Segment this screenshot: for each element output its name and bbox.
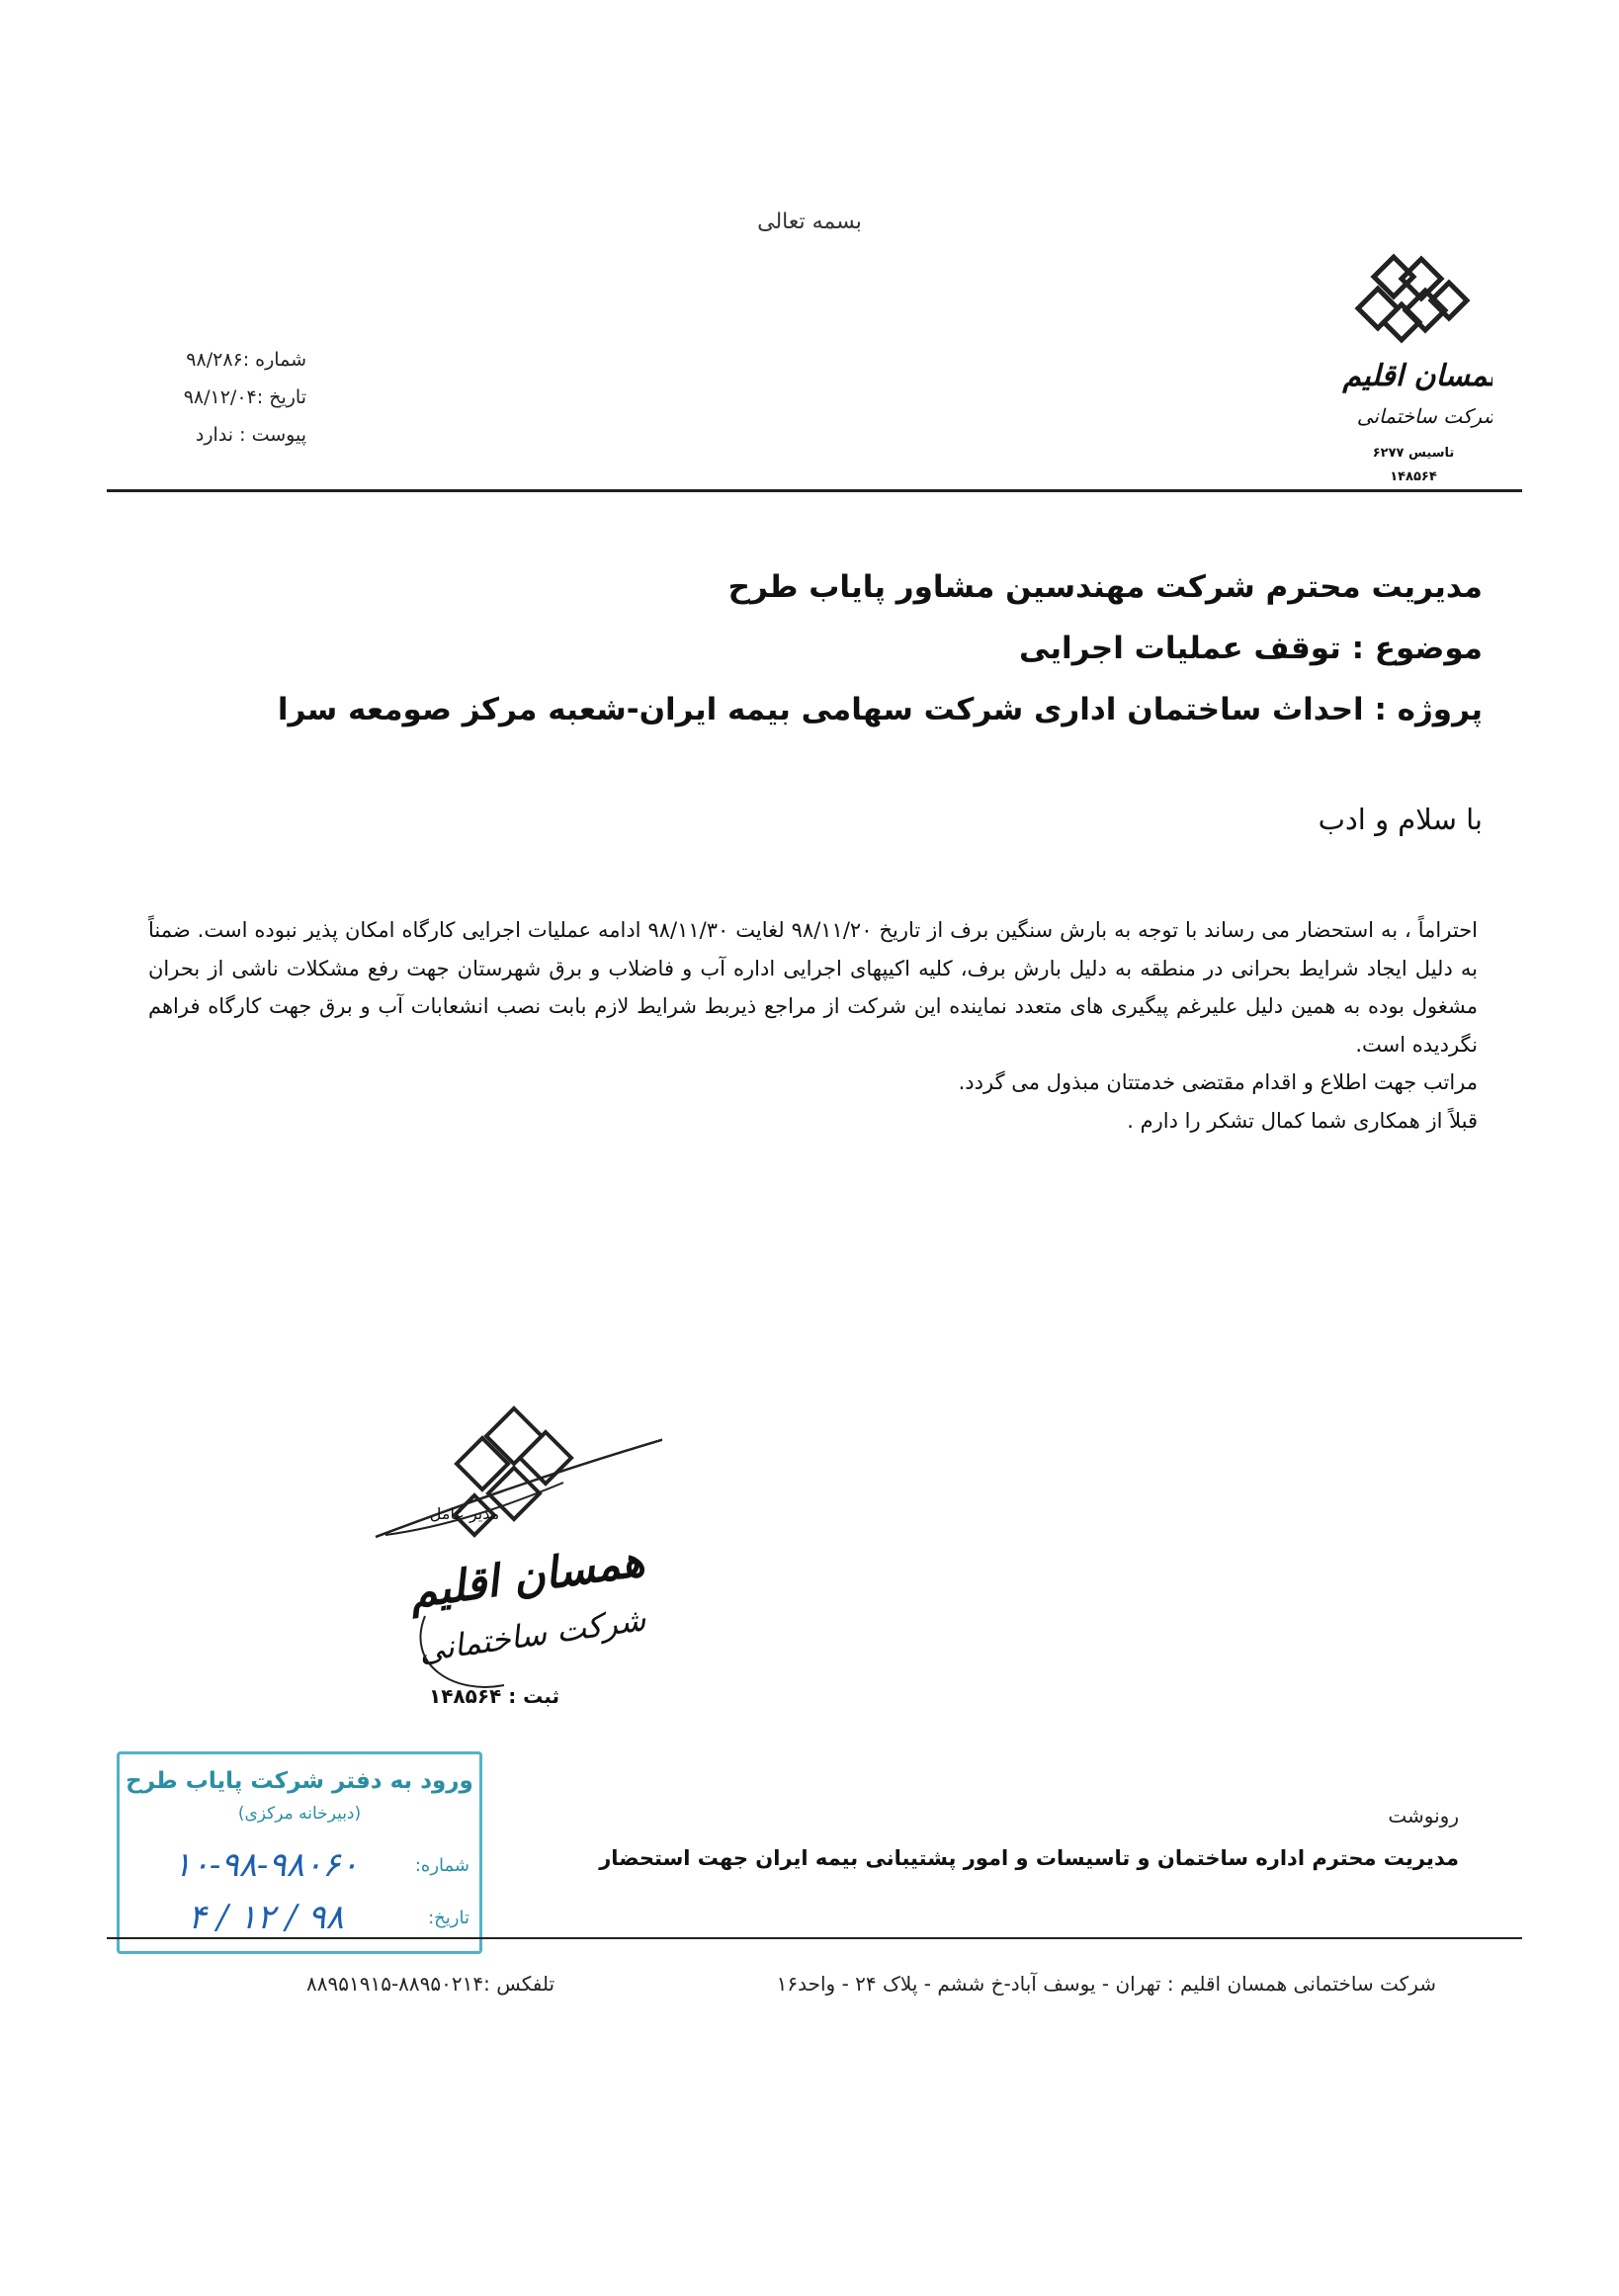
company-logo (1334, 247, 1492, 492)
logo-name: همسان اقلیم (1342, 359, 1492, 393)
stamp-subtitle: (دبیرخانه مرکزی) (237, 1804, 362, 1824)
logo-founded: تاسیس ۶۲۷۷ (1372, 446, 1455, 461)
body-paragraph: قبلاً از همکاری شما کمال تشکر را دارم . (1127, 1108, 1478, 1133)
letter-subject: موضوع : توقف عملیات اجرایی (1019, 631, 1483, 666)
body-paragraph: احتراماً ، به استحضار می رساند با توجه به بارش سنگین برف از تاریخ ۹۸/۱۱/۲۰ لغایت ۹۸/۱۱/۳۰ ادامه عملیات اجرایی کارگاه امکان پذیر نبوده است. ضمناً به دلیل ایجاد شرایط بحرانی در منطقه به دلیل بارش برف، کلیه اکیپهای اجرایی اداره آب و فاضلاب و برق شهرستان جهت رفع مشکلات ناشی از بحران مشغول بوده به همین دلیل علیرغم پیگیری های متعدد نماینده این شرکت از مراجع ذیربط شرایط لازم بابت نصب انشعابات آب و برق جهت کارگاه فراهم نگردیده است. (148, 918, 1479, 1057)
seal-subtitle: شرکت ساختمانی (416, 1600, 648, 1670)
letter-number: شماره :۹۸/۲۸۶ (186, 349, 306, 371)
letter-header-title: بسمه تعالی (757, 210, 862, 234)
stamp-number-row (131, 1845, 469, 1885)
stamp-date-label: تاریخ: (428, 1907, 469, 1928)
cc-label: رونوشت (1388, 1804, 1459, 1828)
letter-greeting: با سلام و ادب (1318, 803, 1483, 836)
cc-recipient: مدیریت محترم اداره ساختمان و تاسیسات و امور پشتیبانی بیمه ایران جهت استحضار (599, 1846, 1459, 1870)
stamp-number-value: ۱۰-۹۸-۹۸۰۶۰ (173, 1845, 359, 1885)
stamp-title: ورود به دفتر شرکت پایاب طرح (126, 1768, 473, 1794)
letter-recipient: مدیریت محترم شرکت مهندسین مشاور پایاب طرح (727, 569, 1483, 605)
letter-meta-block (148, 341, 306, 454)
stamp-date-row (131, 1898, 469, 1937)
seal-graphic (366, 1389, 662, 1720)
stamp-date-value: ۹۸ / ۱۲ / ۴ (188, 1898, 344, 1937)
footer-phone: تلفکس :۸۸۹۵۰۲۱۴-۸۸۹۵۱۹۱۵ (306, 1972, 555, 1996)
receipt-stamp (117, 1751, 482, 1954)
seal-registration: ثبت : ۱۴۸۵۶۴ (428, 1684, 560, 1708)
stamp-number-label: شماره: (414, 1854, 469, 1876)
body-paragraph: مراتب جهت اطلاع و اقدام مقتضی خدمتتان مبذول می گردد. (958, 1070, 1478, 1094)
signature-seal (366, 1389, 662, 1720)
logo-subtitle: شرکت ساختمانی (1356, 404, 1492, 428)
logo-reg-number: ۱۴۸۵۶۴ (1390, 469, 1437, 484)
letter-body (148, 911, 1478, 1140)
footer-address: شرکت ساختمانی همسان اقلیم : تهران - یوسف آباد-خ ششم - پلاک ۲۴ - واحد۱۶ (776, 1972, 1436, 1996)
letter-project: پروژه : احداث ساختمان اداری شرکت سهامی بیمه ایران-شعبه مرکز صومعه سرا (277, 692, 1483, 727)
seal-name: همسان اقلیم (405, 1535, 648, 1619)
company-logo-graphic (1334, 247, 1492, 492)
footer-divider (107, 1937, 1522, 1939)
letter-date: تاریخ :۹۸/۱۲/۰۴ (183, 386, 306, 408)
seal-signature-note: مدیر عامل (429, 1504, 500, 1523)
header-divider (107, 489, 1522, 492)
letter-attachment: پیوست : ندارد (195, 424, 306, 446)
